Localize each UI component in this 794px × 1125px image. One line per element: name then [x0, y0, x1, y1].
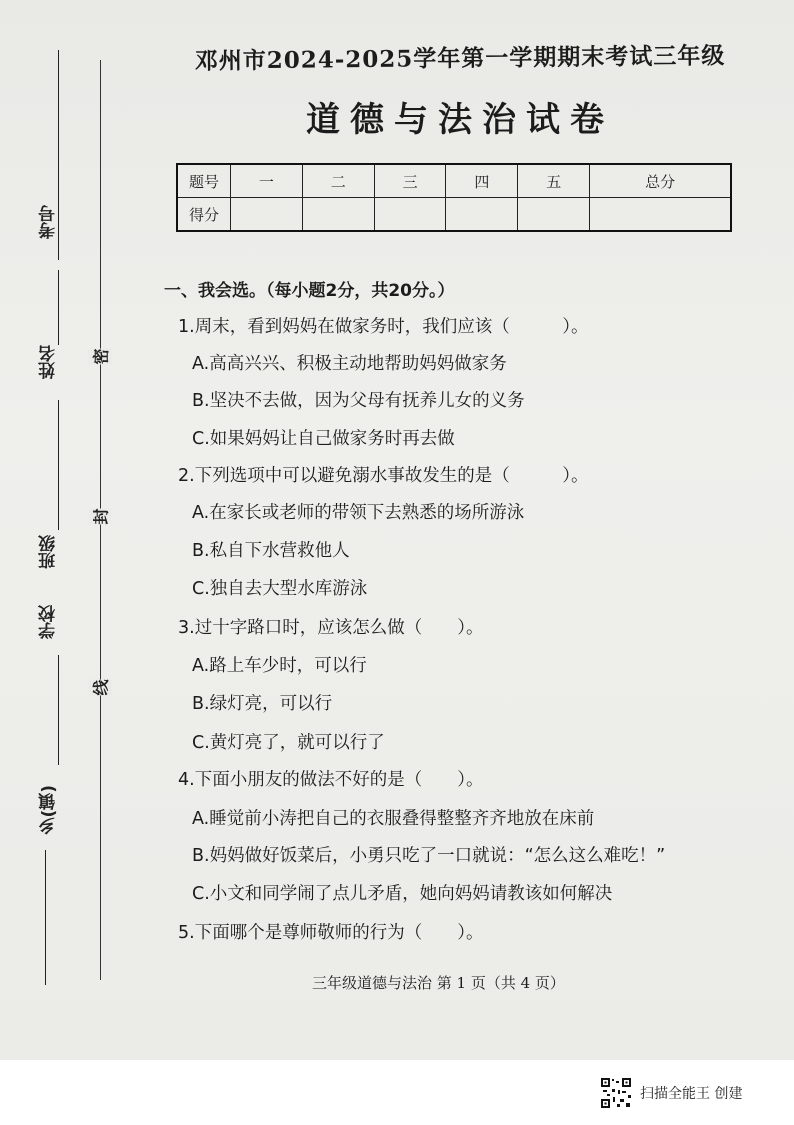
score-label: 得分 — [177, 198, 231, 232]
binding-strip — [0, 0, 130, 1060]
score-cell-3[interactable] — [374, 198, 446, 232]
qr-code-icon — [600, 1077, 632, 1109]
score-cell-4[interactable] — [446, 198, 518, 232]
score-cell-total[interactable] — [590, 198, 731, 232]
seal-mi: 密 — [89, 348, 112, 364]
school-line — [58, 655, 59, 765]
score-col-4: 四 — [446, 164, 518, 198]
question-1-stem: 1.周末，看到妈妈在做家务时，我们应该（ ）。 — [178, 317, 589, 337]
score-cell-5[interactable] — [518, 198, 590, 232]
seal-xian: 线 — [89, 679, 112, 695]
score-col-3: 三 — [374, 164, 446, 198]
exam-title: 道德与法治试卷 — [306, 100, 614, 140]
question-2-stem: 2.下列选项中可以避免溺水事故发生的是（ ）。 — [178, 466, 589, 486]
exam-subtitle: 邓州市2024-2025学年第一学期期末考试三年级 — [194, 42, 726, 75]
name-label: 姓名 — [39, 345, 59, 379]
score-cell-2[interactable] — [302, 198, 374, 232]
question-3-option-b: B.绿灯亮，可以行 — [192, 694, 333, 714]
page-number-footer: 三年级道德与法治 第 1 页（共 4 页） — [312, 974, 565, 992]
question-3-option-a: A.路上车少时，可以行 — [192, 656, 367, 676]
score-table-score-row — [177, 198, 731, 232]
name-line — [58, 270, 59, 345]
question-2-option-c: C.独自去大型水库游泳 — [192, 579, 368, 599]
question-3-stem: 3.过十字路口时，应该怎么做（ ）。 — [178, 618, 484, 638]
school-label: 学校 — [39, 605, 59, 639]
question-2-option-b: B.私自下水营救他人 — [192, 541, 350, 561]
question-1-option-a: A.高高兴兴、积极主动地帮助妈妈做家务 — [192, 354, 507, 374]
class-label: 班级 — [39, 535, 59, 569]
town-line — [45, 850, 46, 985]
question-5-stem: 5.下面哪个是尊师敬师的行为（ ）。 — [178, 923, 484, 943]
question-1-option-c: C.如果妈妈让自己做家务时再去做 — [192, 429, 455, 449]
section-title: 一、我会选。（每小题2分，共20分。） — [164, 281, 455, 301]
question-4-stem: 4.下面小朋友的做法不好的是（ ）。 — [178, 770, 484, 790]
question-no-label: 题号 — [177, 164, 231, 198]
score-table-header-row — [177, 164, 731, 198]
score-col-1: 一 — [231, 164, 303, 198]
class-line — [58, 400, 59, 530]
score-cell-1[interactable] — [231, 198, 303, 232]
question-3-option-c: C.黄灯亮了，就可以行了 — [192, 733, 385, 753]
question-1-option-b: B.坚决不去做，因为父母有抚养儿女的义务 — [192, 391, 525, 411]
score-col-2: 二 — [302, 164, 374, 198]
seal-feng: 封 — [89, 508, 112, 524]
question-4-option-b: B.妈妈做好饭菜后，小勇只吃了一口就说：“怎么这么难吃！” — [192, 846, 666, 866]
question-2-option-a: A.在家长或老师的带领下去熟悉的场所游泳 — [192, 503, 525, 523]
score-col-total: 总分 — [590, 164, 731, 198]
town-label: 乡(镇) — [39, 785, 59, 835]
scanner-watermark-text: 扫描全能王 创建 — [640, 1086, 743, 1102]
score-col-5: 五 — [518, 164, 590, 198]
question-4-option-c: C.小文和同学闹了点儿矛盾，她向妈妈请教该如何解决 — [192, 884, 613, 904]
question-4-option-a: A.睡觉前小涛把自己的衣服叠得整整齐齐地放在床前 — [192, 809, 595, 829]
exam-no-label: 考号 — [39, 205, 59, 239]
score-table — [176, 163, 732, 232]
